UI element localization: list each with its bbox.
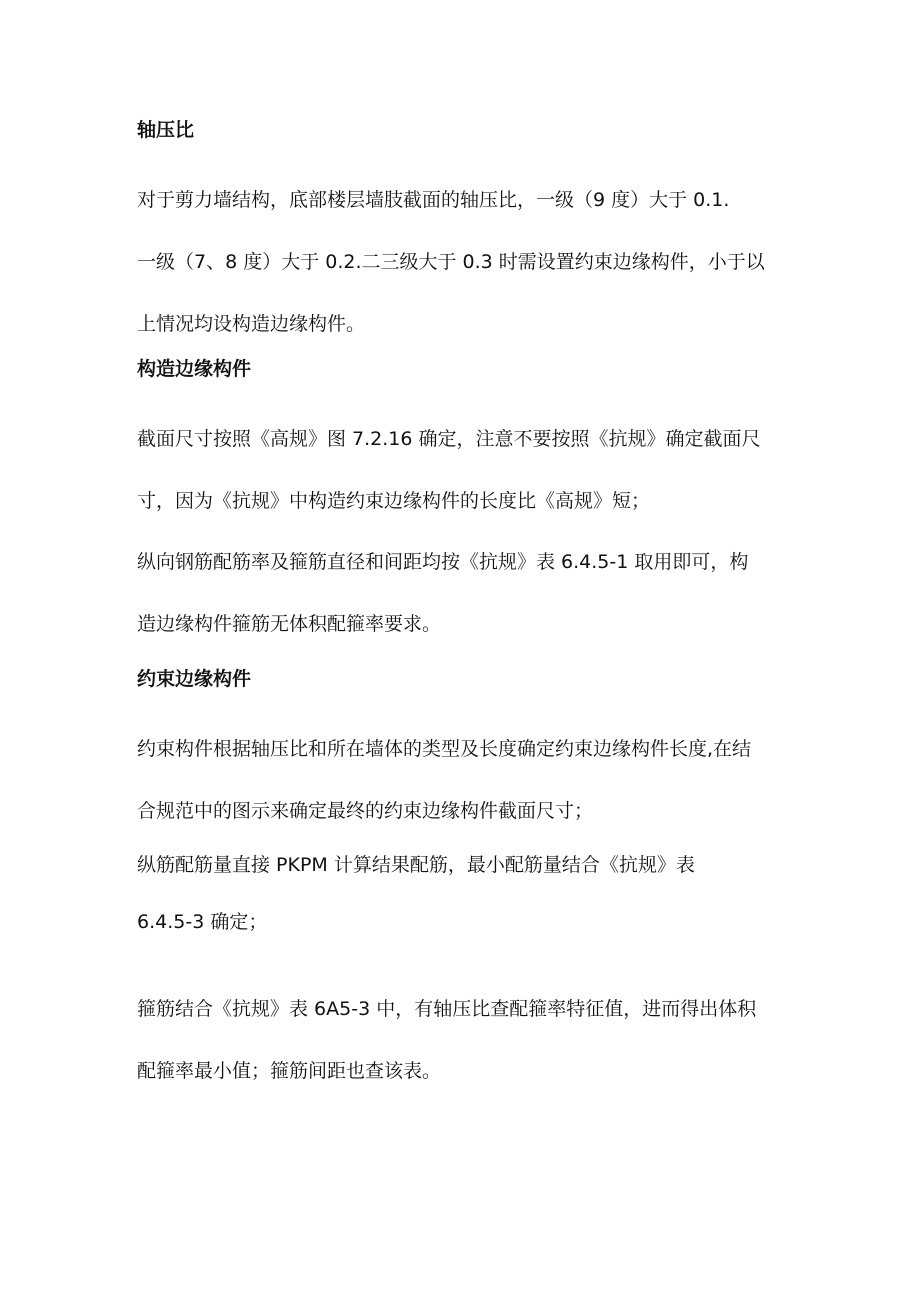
- text-line: 约束构件根据轴压比和所在墙体的类型及长度确定约束边缘构件长度,在结: [137, 738, 752, 760]
- paragraph-table-ref: [137, 891, 797, 953]
- text-line: 6.4.5-3 确定；: [137, 911, 268, 933]
- text-line: 截面尺寸按照《高规》图 7.2.16 确定，注意不要按照《抗规》确定截面尺: [137, 428, 761, 450]
- section-heading-confined-boundary: 约束边缘构件: [137, 668, 252, 690]
- text-line: 纵向钢筋配筋率及箍筋直径和间距均按《抗规》表 6.4.5-1 取用即可，构: [137, 551, 749, 573]
- text-line: 寸，因为《抗规》中构造约束边缘构件的长度比《高规》短；: [137, 490, 651, 512]
- text-line: 对于剪力墙结构，底部楼层墙肢截面的轴压比，一级（9 度）大于 0.1.: [137, 189, 730, 211]
- text-line: 一级（7、8 度）大于 0.2.二三级大于 0.3 时需设置约束边缘构件，小于以: [137, 251, 765, 273]
- text-line: 箍筋结合《抗规》表 6A5-3 中，有轴压比查配箍率特征值，进而得出体积: [137, 998, 757, 1020]
- section-heading-constructional-boundary: 构造边缘构件: [137, 358, 252, 380]
- paragraph-longitudinal-bars: [137, 834, 797, 896]
- text-line: 上情况均设构造边缘构件。: [137, 313, 366, 335]
- section-heading-axial-ratio: 轴压比: [137, 119, 195, 141]
- text-line: 纵筋配筋量直接 PKPM 计算结果配筋，最小配筋量结合《抗规》表: [137, 854, 695, 876]
- paragraph-stirrups: [137, 978, 797, 1102]
- paragraph-confined-length: [137, 718, 797, 842]
- text-line: 合规范中的图示来确定最终的约束边缘构件截面尺寸；: [137, 800, 594, 822]
- text-line: 配箍率最小值；箍筋间距也查该表。: [137, 1060, 442, 1082]
- text-line: 造边缘构件箍筋无体积配箍率要求。: [137, 613, 442, 635]
- paragraph-reinforcement: [137, 531, 797, 655]
- paragraph-axial-ratio: [137, 169, 797, 355]
- paragraph-section-size: [137, 408, 797, 532]
